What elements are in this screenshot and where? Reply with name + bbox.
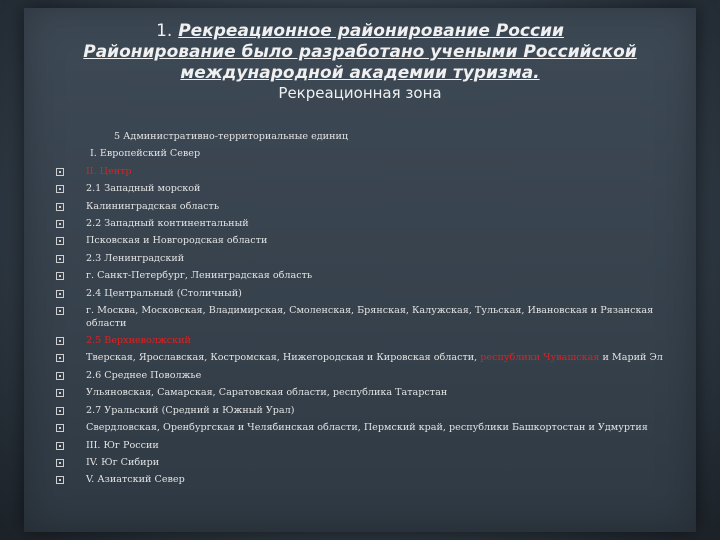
title-line-2b: международной академии туризма. xyxy=(180,63,540,83)
list-item xyxy=(56,198,666,215)
region-list xyxy=(56,128,666,489)
bullet-icon xyxy=(56,168,64,176)
list-item xyxy=(56,163,666,180)
bullet-icon xyxy=(56,354,64,362)
title-zone: Рекреационная зона xyxy=(278,84,442,102)
bullet-icon xyxy=(56,337,64,345)
bullet-icon xyxy=(56,476,64,484)
list-item-text: 2.2 Западный континентальный xyxy=(86,218,249,230)
title-line-2: Районирование было разработано учеными Российской xyxy=(83,42,637,62)
bullet-icon xyxy=(56,459,64,467)
bullet-icon xyxy=(56,407,64,415)
list-item xyxy=(56,437,666,454)
list-item xyxy=(56,232,666,249)
list-item-text: Псковская и Новгородская области xyxy=(86,235,268,247)
list-header xyxy=(56,128,666,145)
list-item xyxy=(56,419,666,436)
bullet-icon xyxy=(56,424,64,432)
bullet-icon xyxy=(56,272,64,280)
bullet-icon xyxy=(56,203,64,211)
list-item-text: Ульяновская, Самарская, Саратовская области, республика Татарстан xyxy=(86,387,448,399)
list-item-text: Калининградская область xyxy=(86,200,220,212)
list-item xyxy=(56,215,666,232)
list-item xyxy=(56,250,666,267)
list-item xyxy=(56,267,666,284)
bullet-icon xyxy=(56,237,64,245)
list-item-text: 2.6 Среднее Поволжье xyxy=(86,369,202,381)
list-item xyxy=(56,454,666,471)
list-item-text: III. Юг России xyxy=(86,439,159,451)
list-item-text: 2.3 Ленинградский xyxy=(86,252,185,264)
list-item-text: I. Европейский Север xyxy=(90,148,201,160)
title-number: 1. xyxy=(156,21,173,41)
list-header-text: 5 Административно-территориальные единиц xyxy=(114,131,349,142)
list-item xyxy=(56,285,666,302)
list-item xyxy=(56,384,666,401)
list-item xyxy=(56,180,666,197)
bullet-icon xyxy=(56,290,64,298)
list-item xyxy=(56,332,666,349)
list-item xyxy=(56,367,666,384)
bullet-icon xyxy=(56,442,64,450)
list-item-text: 2.7 Уральский (Средний и Южный Урал) xyxy=(86,404,295,416)
list-item-text: г. Москва, Московская, Владимирская, Смоленская, Брянская, Калужская, Тульская, Ивановская и Рязанская области xyxy=(86,305,654,330)
list-item xyxy=(56,349,666,366)
bullet-icon xyxy=(56,220,64,228)
bullet-icon xyxy=(56,389,64,397)
list-item-text: 2.4 Центральный (Столичный) xyxy=(86,287,242,299)
list-item-text: Свердловская, Оренбургская и Челябинская области, Пермский край, республики Башкортостан и Удмуртия xyxy=(86,422,648,434)
title-main: Рекреационное районирование России xyxy=(178,21,564,41)
list-item-text: 2.1 Западный морской xyxy=(86,183,201,195)
slide-title xyxy=(24,20,696,103)
bullet-icon xyxy=(56,372,64,380)
title-line-1 xyxy=(24,20,696,42)
list-item-text: IV. Юг Сибири xyxy=(86,456,160,468)
list-item-text: II. Центр xyxy=(86,165,132,177)
bullet-icon xyxy=(56,307,64,315)
list-item xyxy=(56,145,666,162)
bullet-icon xyxy=(56,185,64,193)
list-item xyxy=(56,471,666,488)
list-item-text: V. Азиатский Север xyxy=(86,474,185,486)
list-item-text: Тверская, Ярославская, Костромская, Нижегородская и Кировская области, xyxy=(86,352,481,364)
list-item-text: 2.5 Верхневолжский xyxy=(86,335,191,347)
list-item-text-red: республики Чувашская xyxy=(480,352,600,364)
list-item xyxy=(56,302,666,332)
list-item xyxy=(56,402,666,419)
bullet-icon xyxy=(56,255,64,263)
list-item-text: г. Санкт-Петербург, Ленинградская область xyxy=(86,270,313,282)
list-item-text: и Марий Эл xyxy=(599,352,663,364)
